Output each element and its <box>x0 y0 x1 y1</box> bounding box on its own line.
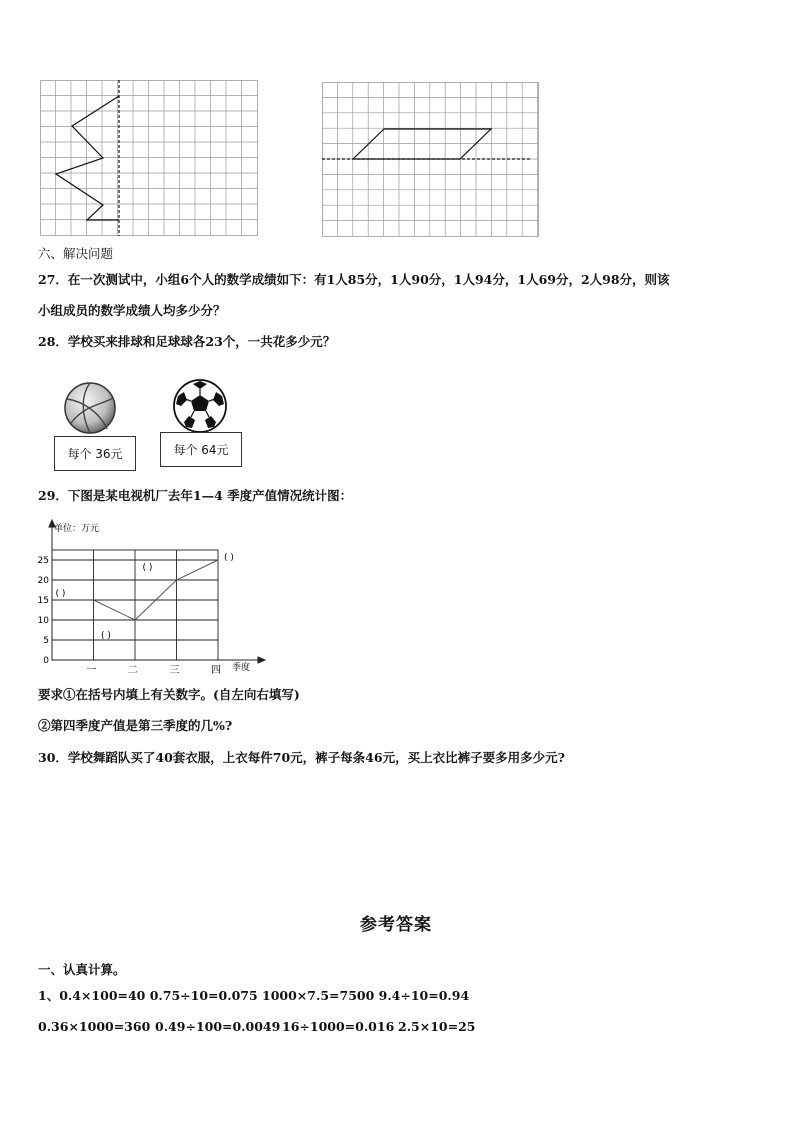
chart-blank-label: ( ) <box>55 589 66 599</box>
volleyball-price-label: 每个 36元 <box>54 436 136 471</box>
chart-y-tick-label: 5 <box>43 636 49 646</box>
question-29: 29．下图是某电视机厂去年1—4 季度产值情况统计图： <box>38 488 353 503</box>
answers-line-1: 1、0.4×100=40 0.75÷10=0.075 1000×7.5=7500 9.4÷10=0.94 <box>38 988 470 1003</box>
answers-line-2-item: 2.5×10=25 <box>398 1019 476 1034</box>
question-30: 30．学校舞蹈队买了40套衣服，上衣每件70元，裤子每条46元，买上衣比裤子要多用多少元? <box>38 750 565 765</box>
grid-figure-parallelogram <box>322 82 542 240</box>
chart-blank-label: ( ) <box>101 631 111 641</box>
chart-y-tick-label: 20 <box>37 576 49 586</box>
chart-x-tick-label: 四 <box>211 665 221 676</box>
chart-unit-label: 单位：万元 <box>54 524 100 534</box>
chart-blank-label: ( ) <box>142 563 153 573</box>
chart-x-tick-label: 二 <box>128 665 138 676</box>
volleyball-icon <box>63 381 117 435</box>
answers-section-1-heading: 一、认真计算。 <box>38 962 126 977</box>
chart-blank-label: ( ) <box>224 553 234 563</box>
question-29-requirement-2: ②第四季度产值是第三季度的几%? <box>38 718 233 733</box>
chart-x-tick-label: 三 <box>169 665 180 676</box>
soccer-ball-price-label: 每个 64元 <box>160 432 242 467</box>
answers-line-2-item: 0.49÷100=0.0049 <box>155 1019 281 1034</box>
chart-y-tick-label: 15 <box>37 596 49 606</box>
quarterly-output-line-chart <box>30 518 270 676</box>
question-28: 28．学校买来排球和足球球各23个，一共花多少元？ <box>38 334 336 349</box>
question-29-requirement-1: 要求①在括号内填上有关数字。(自左向右填写) <box>38 687 300 702</box>
grid-figure-zigzag <box>40 80 260 240</box>
question-27-line1: 27．在一次测试中，小组6个人的数学成绩如下：有1人85分，1人90分，1人94分，1人69分，2人98分，则该 <box>38 272 670 287</box>
answers-line-2-item: 16÷1000=0.016 <box>282 1019 395 1034</box>
chart-x-axis-label: 季度 <box>232 663 251 673</box>
chart-y-tick-label: 25 <box>37 556 49 566</box>
chart-y-tick-label: 0 <box>43 656 49 666</box>
section-heading-solve: 六、解决问题 <box>38 246 114 261</box>
chart-series-line <box>94 560 219 620</box>
chart-y-tick-label: 10 <box>37 616 49 626</box>
answers-title: 参考答案 <box>360 915 432 935</box>
soccer-ball-icon <box>172 378 228 434</box>
answers-line-2-item: 0.36×1000=360 <box>38 1019 151 1034</box>
question-27-line2: 小组成员的数学成绩人均多少分？ <box>38 303 226 318</box>
chart-x-tick-label: 一 <box>86 665 97 676</box>
